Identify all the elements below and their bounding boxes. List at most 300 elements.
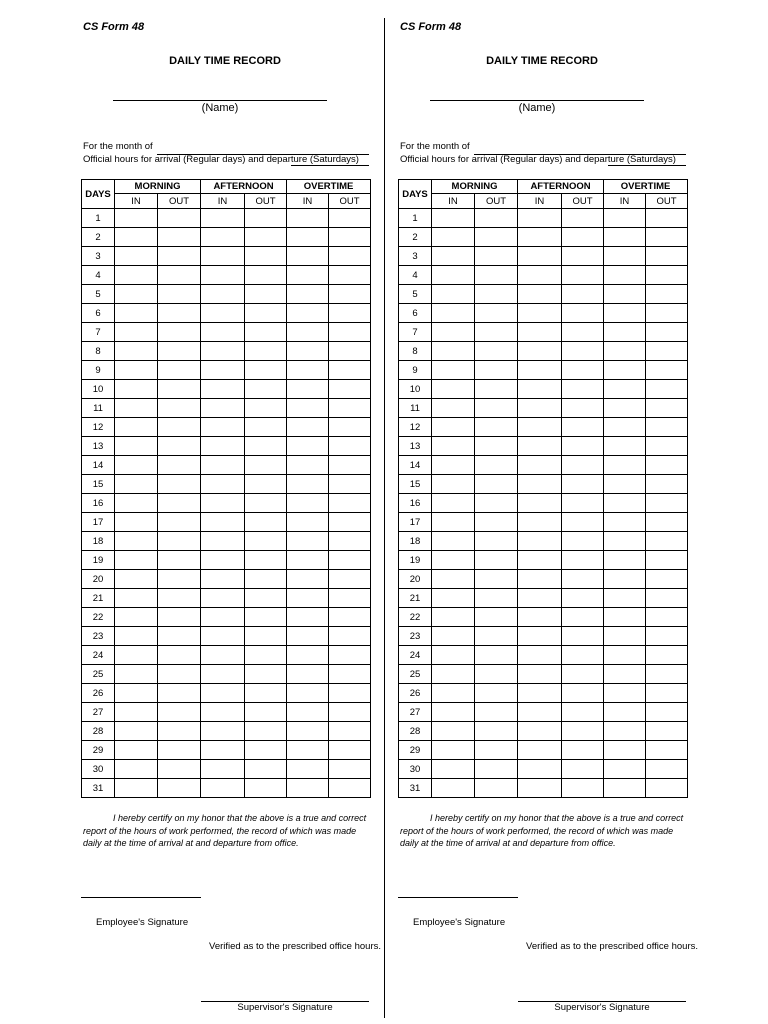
overtime-in-cell[interactable] [604, 342, 646, 361]
overtime-in-cell[interactable] [604, 361, 646, 380]
overtime-in-cell[interactable] [604, 228, 646, 247]
overtime-out-cell[interactable] [646, 665, 688, 684]
afternoon-in-cell[interactable] [201, 627, 245, 646]
overtime-in-cell[interactable] [287, 247, 329, 266]
afternoon-in-cell[interactable] [518, 437, 562, 456]
overtime-in-cell[interactable] [287, 399, 329, 418]
overtime-out-cell[interactable] [329, 570, 371, 589]
morning-out-cell[interactable] [158, 551, 201, 570]
overtime-in-cell[interactable] [287, 285, 329, 304]
morning-in-cell[interactable] [432, 646, 475, 665]
afternoon-out-cell[interactable] [245, 285, 287, 304]
afternoon-out-cell[interactable] [562, 551, 604, 570]
morning-out-cell[interactable] [158, 494, 201, 513]
overtime-out-cell[interactable] [329, 342, 371, 361]
morning-out-cell[interactable] [475, 209, 518, 228]
afternoon-out-cell[interactable] [245, 380, 287, 399]
morning-in-cell[interactable] [115, 266, 158, 285]
morning-in-cell[interactable] [432, 665, 475, 684]
morning-in-cell[interactable] [432, 323, 475, 342]
overtime-out-cell[interactable] [646, 266, 688, 285]
morning-out-cell[interactable] [158, 247, 201, 266]
overtime-out-cell[interactable] [646, 570, 688, 589]
morning-out-cell[interactable] [475, 475, 518, 494]
overtime-in-cell[interactable] [287, 456, 329, 475]
afternoon-in-cell[interactable] [518, 513, 562, 532]
afternoon-out-cell[interactable] [562, 247, 604, 266]
morning-in-cell[interactable] [432, 570, 475, 589]
overtime-in-cell[interactable] [287, 323, 329, 342]
overtime-in-cell[interactable] [287, 608, 329, 627]
morning-out-cell[interactable] [475, 760, 518, 779]
overtime-out-cell[interactable] [646, 722, 688, 741]
afternoon-out-cell[interactable] [245, 475, 287, 494]
morning-in-cell[interactable] [432, 703, 475, 722]
morning-out-cell[interactable] [158, 570, 201, 589]
morning-in-cell[interactable] [115, 475, 158, 494]
overtime-out-cell[interactable] [329, 228, 371, 247]
morning-out-cell[interactable] [158, 665, 201, 684]
morning-out-cell[interactable] [158, 285, 201, 304]
overtime-in-cell[interactable] [287, 760, 329, 779]
overtime-in-cell[interactable] [287, 589, 329, 608]
morning-in-cell[interactable] [432, 722, 475, 741]
morning-in-cell[interactable] [432, 285, 475, 304]
afternoon-in-cell[interactable] [201, 684, 245, 703]
overtime-in-cell[interactable] [604, 266, 646, 285]
overtime-in-cell[interactable] [287, 551, 329, 570]
afternoon-in-cell[interactable] [518, 741, 562, 760]
overtime-in-cell[interactable] [604, 456, 646, 475]
overtime-out-cell[interactable] [329, 456, 371, 475]
afternoon-in-cell[interactable] [518, 209, 562, 228]
afternoon-in-cell[interactable] [201, 399, 245, 418]
morning-out-cell[interactable] [158, 684, 201, 703]
morning-in-cell[interactable] [432, 266, 475, 285]
afternoon-out-cell[interactable] [245, 399, 287, 418]
afternoon-out-cell[interactable] [245, 228, 287, 247]
overtime-out-cell[interactable] [329, 551, 371, 570]
afternoon-in-cell[interactable] [518, 266, 562, 285]
morning-out-cell[interactable] [475, 361, 518, 380]
overtime-out-cell[interactable] [329, 532, 371, 551]
overtime-in-cell[interactable] [287, 380, 329, 399]
afternoon-out-cell[interactable] [562, 703, 604, 722]
morning-in-cell[interactable] [115, 285, 158, 304]
morning-out-cell[interactable] [475, 285, 518, 304]
overtime-in-cell[interactable] [287, 342, 329, 361]
overtime-out-cell[interactable] [646, 589, 688, 608]
morning-in-cell[interactable] [432, 342, 475, 361]
morning-out-cell[interactable] [158, 646, 201, 665]
morning-out-cell[interactable] [158, 703, 201, 722]
afternoon-out-cell[interactable] [562, 323, 604, 342]
morning-in-cell[interactable] [115, 551, 158, 570]
overtime-in-cell[interactable] [287, 627, 329, 646]
morning-out-cell[interactable] [158, 380, 201, 399]
morning-in-cell[interactable] [115, 760, 158, 779]
afternoon-out-cell[interactable] [245, 323, 287, 342]
afternoon-out-cell[interactable] [562, 209, 604, 228]
morning-out-cell[interactable] [475, 684, 518, 703]
morning-in-cell[interactable] [432, 551, 475, 570]
afternoon-out-cell[interactable] [562, 380, 604, 399]
afternoon-out-cell[interactable] [245, 418, 287, 437]
overtime-out-cell[interactable] [329, 741, 371, 760]
morning-out-cell[interactable] [475, 323, 518, 342]
afternoon-in-cell[interactable] [518, 570, 562, 589]
morning-out-cell[interactable] [475, 399, 518, 418]
afternoon-out-cell[interactable] [245, 456, 287, 475]
morning-in-cell[interactable] [432, 494, 475, 513]
overtime-out-cell[interactable] [646, 437, 688, 456]
afternoon-in-cell[interactable] [518, 361, 562, 380]
morning-out-cell[interactable] [158, 608, 201, 627]
afternoon-out-cell[interactable] [245, 266, 287, 285]
overtime-in-cell[interactable] [604, 418, 646, 437]
morning-out-cell[interactable] [475, 551, 518, 570]
morning-out-cell[interactable] [475, 494, 518, 513]
morning-in-cell[interactable] [115, 608, 158, 627]
afternoon-in-cell[interactable] [201, 247, 245, 266]
morning-in-cell[interactable] [432, 228, 475, 247]
overtime-in-cell[interactable] [604, 532, 646, 551]
morning-out-cell[interactable] [158, 323, 201, 342]
morning-in-cell[interactable] [115, 304, 158, 323]
overtime-in-cell[interactable] [604, 722, 646, 741]
afternoon-in-cell[interactable] [201, 665, 245, 684]
afternoon-out-cell[interactable] [562, 494, 604, 513]
morning-in-cell[interactable] [432, 399, 475, 418]
afternoon-in-cell[interactable] [201, 437, 245, 456]
afternoon-out-cell[interactable] [562, 285, 604, 304]
morning-in-cell[interactable] [432, 532, 475, 551]
afternoon-in-cell[interactable] [518, 323, 562, 342]
afternoon-in-cell[interactable] [201, 380, 245, 399]
afternoon-in-cell[interactable] [518, 456, 562, 475]
afternoon-in-cell[interactable] [518, 551, 562, 570]
morning-in-cell[interactable] [432, 209, 475, 228]
afternoon-out-cell[interactable] [245, 513, 287, 532]
morning-in-cell[interactable] [115, 722, 158, 741]
afternoon-out-cell[interactable] [245, 437, 287, 456]
afternoon-out-cell[interactable] [562, 437, 604, 456]
overtime-in-cell[interactable] [604, 684, 646, 703]
afternoon-in-cell[interactable] [518, 646, 562, 665]
morning-out-cell[interactable] [158, 475, 201, 494]
afternoon-out-cell[interactable] [245, 627, 287, 646]
afternoon-in-cell[interactable] [518, 304, 562, 323]
morning-out-cell[interactable] [475, 779, 518, 798]
afternoon-out-cell[interactable] [245, 494, 287, 513]
morning-out-cell[interactable] [158, 266, 201, 285]
afternoon-in-cell[interactable] [201, 494, 245, 513]
morning-out-cell[interactable] [158, 304, 201, 323]
morning-in-cell[interactable] [432, 779, 475, 798]
name-field-line[interactable] [113, 100, 327, 101]
overtime-out-cell[interactable] [329, 323, 371, 342]
morning-out-cell[interactable] [158, 399, 201, 418]
afternoon-in-cell[interactable] [201, 475, 245, 494]
overtime-in-cell[interactable] [604, 437, 646, 456]
afternoon-in-cell[interactable] [518, 532, 562, 551]
afternoon-in-cell[interactable] [518, 399, 562, 418]
overtime-out-cell[interactable] [646, 741, 688, 760]
overtime-in-cell[interactable] [287, 532, 329, 551]
morning-out-cell[interactable] [158, 228, 201, 247]
overtime-in-cell[interactable] [287, 703, 329, 722]
morning-out-cell[interactable] [158, 209, 201, 228]
afternoon-out-cell[interactable] [245, 209, 287, 228]
afternoon-in-cell[interactable] [518, 380, 562, 399]
morning-in-cell[interactable] [432, 475, 475, 494]
name-field-line[interactable] [430, 100, 644, 101]
morning-in-cell[interactable] [115, 703, 158, 722]
afternoon-in-cell[interactable] [201, 703, 245, 722]
morning-out-cell[interactable] [158, 741, 201, 760]
morning-in-cell[interactable] [115, 228, 158, 247]
overtime-in-cell[interactable] [604, 570, 646, 589]
morning-in-cell[interactable] [115, 456, 158, 475]
afternoon-in-cell[interactable] [518, 589, 562, 608]
overtime-in-cell[interactable] [604, 380, 646, 399]
overtime-out-cell[interactable] [329, 608, 371, 627]
morning-in-cell[interactable] [432, 608, 475, 627]
afternoon-in-cell[interactable] [518, 247, 562, 266]
overtime-out-cell[interactable] [329, 760, 371, 779]
afternoon-in-cell[interactable] [518, 703, 562, 722]
morning-in-cell[interactable] [115, 247, 158, 266]
afternoon-out-cell[interactable] [245, 779, 287, 798]
overtime-out-cell[interactable] [646, 494, 688, 513]
afternoon-out-cell[interactable] [562, 589, 604, 608]
morning-out-cell[interactable] [158, 342, 201, 361]
afternoon-in-cell[interactable] [201, 342, 245, 361]
afternoon-out-cell[interactable] [245, 722, 287, 741]
afternoon-in-cell[interactable] [201, 361, 245, 380]
overtime-out-cell[interactable] [646, 760, 688, 779]
morning-in-cell[interactable] [432, 456, 475, 475]
afternoon-out-cell[interactable] [562, 228, 604, 247]
overtime-in-cell[interactable] [287, 266, 329, 285]
afternoon-in-cell[interactable] [201, 589, 245, 608]
overtime-out-cell[interactable] [646, 456, 688, 475]
morning-out-cell[interactable] [158, 627, 201, 646]
overtime-in-cell[interactable] [604, 323, 646, 342]
morning-out-cell[interactable] [475, 627, 518, 646]
morning-out-cell[interactable] [158, 722, 201, 741]
afternoon-in-cell[interactable] [518, 228, 562, 247]
morning-out-cell[interactable] [475, 665, 518, 684]
morning-in-cell[interactable] [115, 323, 158, 342]
overtime-out-cell[interactable] [329, 285, 371, 304]
overtime-out-cell[interactable] [646, 646, 688, 665]
morning-in-cell[interactable] [115, 361, 158, 380]
morning-out-cell[interactable] [475, 456, 518, 475]
morning-out-cell[interactable] [158, 456, 201, 475]
overtime-out-cell[interactable] [329, 494, 371, 513]
afternoon-in-cell[interactable] [201, 722, 245, 741]
overtime-in-cell[interactable] [287, 513, 329, 532]
overtime-in-cell[interactable] [604, 741, 646, 760]
afternoon-out-cell[interactable] [562, 741, 604, 760]
afternoon-in-cell[interactable] [201, 304, 245, 323]
afternoon-in-cell[interactable] [201, 779, 245, 798]
overtime-out-cell[interactable] [646, 684, 688, 703]
morning-in-cell[interactable] [432, 513, 475, 532]
morning-in-cell[interactable] [432, 380, 475, 399]
overtime-out-cell[interactable] [329, 209, 371, 228]
overtime-in-cell[interactable] [287, 570, 329, 589]
overtime-out-cell[interactable] [646, 627, 688, 646]
afternoon-in-cell[interactable] [518, 342, 562, 361]
morning-in-cell[interactable] [432, 247, 475, 266]
afternoon-in-cell[interactable] [518, 684, 562, 703]
afternoon-in-cell[interactable] [518, 627, 562, 646]
afternoon-in-cell[interactable] [518, 475, 562, 494]
overtime-in-cell[interactable] [287, 722, 329, 741]
afternoon-in-cell[interactable] [201, 608, 245, 627]
afternoon-out-cell[interactable] [562, 361, 604, 380]
afternoon-out-cell[interactable] [562, 627, 604, 646]
overtime-in-cell[interactable] [604, 285, 646, 304]
overtime-out-cell[interactable] [646, 513, 688, 532]
afternoon-in-cell[interactable] [201, 551, 245, 570]
overtime-out-cell[interactable] [646, 418, 688, 437]
afternoon-out-cell[interactable] [245, 646, 287, 665]
overtime-in-cell[interactable] [604, 247, 646, 266]
afternoon-in-cell[interactable] [201, 266, 245, 285]
morning-out-cell[interactable] [475, 304, 518, 323]
afternoon-out-cell[interactable] [562, 608, 604, 627]
afternoon-out-cell[interactable] [562, 665, 604, 684]
overtime-out-cell[interactable] [329, 304, 371, 323]
morning-out-cell[interactable] [475, 437, 518, 456]
afternoon-in-cell[interactable] [201, 228, 245, 247]
overtime-in-cell[interactable] [287, 741, 329, 760]
afternoon-out-cell[interactable] [245, 304, 287, 323]
morning-in-cell[interactable] [115, 570, 158, 589]
morning-out-cell[interactable] [475, 513, 518, 532]
overtime-in-cell[interactable] [287, 494, 329, 513]
morning-out-cell[interactable] [475, 247, 518, 266]
morning-in-cell[interactable] [115, 513, 158, 532]
overtime-in-cell[interactable] [287, 646, 329, 665]
employee-signature-line[interactable] [81, 897, 201, 898]
afternoon-out-cell[interactable] [562, 399, 604, 418]
morning-out-cell[interactable] [475, 342, 518, 361]
overtime-out-cell[interactable] [329, 380, 371, 399]
afternoon-in-cell[interactable] [201, 456, 245, 475]
morning-out-cell[interactable] [158, 779, 201, 798]
overtime-in-cell[interactable] [287, 475, 329, 494]
overtime-in-cell[interactable] [604, 513, 646, 532]
afternoon-out-cell[interactable] [562, 760, 604, 779]
official-hours-field-line[interactable] [291, 165, 369, 166]
afternoon-out-cell[interactable] [562, 532, 604, 551]
overtime-out-cell[interactable] [646, 380, 688, 399]
overtime-in-cell[interactable] [604, 399, 646, 418]
morning-in-cell[interactable] [115, 627, 158, 646]
morning-in-cell[interactable] [115, 342, 158, 361]
overtime-out-cell[interactable] [329, 399, 371, 418]
morning-out-cell[interactable] [158, 361, 201, 380]
morning-out-cell[interactable] [475, 532, 518, 551]
morning-in-cell[interactable] [432, 627, 475, 646]
morning-in-cell[interactable] [115, 380, 158, 399]
overtime-out-cell[interactable] [329, 418, 371, 437]
overtime-in-cell[interactable] [287, 209, 329, 228]
afternoon-in-cell[interactable] [518, 760, 562, 779]
afternoon-in-cell[interactable] [201, 760, 245, 779]
overtime-out-cell[interactable] [329, 361, 371, 380]
afternoon-out-cell[interactable] [562, 684, 604, 703]
overtime-in-cell[interactable] [287, 304, 329, 323]
afternoon-out-cell[interactable] [245, 703, 287, 722]
afternoon-out-cell[interactable] [245, 361, 287, 380]
overtime-out-cell[interactable] [329, 684, 371, 703]
afternoon-out-cell[interactable] [245, 589, 287, 608]
morning-out-cell[interactable] [475, 418, 518, 437]
morning-in-cell[interactable] [432, 418, 475, 437]
overtime-in-cell[interactable] [604, 646, 646, 665]
morning-out-cell[interactable] [158, 437, 201, 456]
overtime-out-cell[interactable] [646, 209, 688, 228]
afternoon-out-cell[interactable] [245, 741, 287, 760]
afternoon-out-cell[interactable] [245, 665, 287, 684]
afternoon-in-cell[interactable] [518, 418, 562, 437]
official-hours-field-line[interactable] [608, 165, 686, 166]
overtime-out-cell[interactable] [646, 551, 688, 570]
overtime-in-cell[interactable] [287, 779, 329, 798]
morning-in-cell[interactable] [432, 684, 475, 703]
afternoon-out-cell[interactable] [562, 722, 604, 741]
afternoon-in-cell[interactable] [201, 532, 245, 551]
afternoon-out-cell[interactable] [562, 779, 604, 798]
afternoon-in-cell[interactable] [201, 646, 245, 665]
afternoon-out-cell[interactable] [562, 475, 604, 494]
overtime-in-cell[interactable] [604, 475, 646, 494]
morning-in-cell[interactable] [115, 494, 158, 513]
afternoon-out-cell[interactable] [562, 266, 604, 285]
overtime-in-cell[interactable] [287, 361, 329, 380]
afternoon-in-cell[interactable] [518, 779, 562, 798]
morning-in-cell[interactable] [432, 304, 475, 323]
overtime-out-cell[interactable] [329, 513, 371, 532]
overtime-in-cell[interactable] [604, 760, 646, 779]
overtime-out-cell[interactable] [646, 304, 688, 323]
overtime-out-cell[interactable] [646, 532, 688, 551]
afternoon-out-cell[interactable] [245, 247, 287, 266]
afternoon-in-cell[interactable] [201, 323, 245, 342]
overtime-out-cell[interactable] [646, 247, 688, 266]
afternoon-in-cell[interactable] [201, 513, 245, 532]
afternoon-out-cell[interactable] [562, 646, 604, 665]
afternoon-out-cell[interactable] [562, 456, 604, 475]
morning-in-cell[interactable] [115, 209, 158, 228]
afternoon-in-cell[interactable] [201, 570, 245, 589]
overtime-out-cell[interactable] [329, 437, 371, 456]
morning-out-cell[interactable] [475, 608, 518, 627]
afternoon-out-cell[interactable] [245, 608, 287, 627]
morning-out-cell[interactable] [158, 418, 201, 437]
overtime-in-cell[interactable] [604, 627, 646, 646]
afternoon-out-cell[interactable] [562, 570, 604, 589]
afternoon-out-cell[interactable] [562, 342, 604, 361]
morning-out-cell[interactable] [158, 513, 201, 532]
afternoon-in-cell[interactable] [518, 608, 562, 627]
morning-in-cell[interactable] [115, 779, 158, 798]
